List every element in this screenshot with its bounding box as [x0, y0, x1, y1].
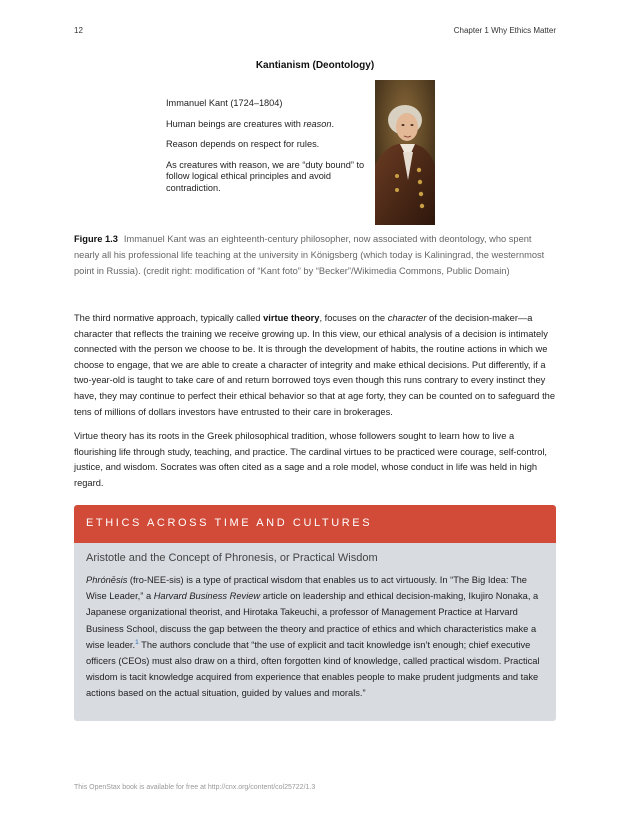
figure-label: Figure 1.3: [74, 234, 118, 244]
figure-line-rules: Reason depends on respect for rules.: [166, 139, 320, 149]
feature-banner: [74, 505, 556, 543]
feature-part: The authors conclude that “the use of explicit and tacit knowledge isn’t enough; chief executive officers (CEOs) must also draw on a third, often forgotten kind of knowledge, called practical wisdom. Practical wisdom is tacit knowledge acquired from experience that enables people to make prudent judgments and take actions based on the actual situation, guided by values and morals.”: [86, 639, 540, 699]
figure-line-name: Immanuel Kant (1724–1804): [166, 98, 283, 108]
virtue-theory-term: virtue theory: [263, 313, 320, 323]
page-footer: This OpenStax book is available for free at http://cnx.org/content/col25722/1.3: [74, 784, 316, 791]
feature-banner-text: ETHICS ACROSS TIME AND CULTURES: [86, 517, 373, 529]
footnote-link[interactable]: 1: [135, 638, 139, 646]
figure-line-reason-text: Human beings are creatures with: [166, 118, 301, 129]
hbr-title: Harvard Business Review: [153, 591, 261, 602]
p1-part: , focuses on the: [319, 313, 388, 323]
figure-caption: [74, 231, 558, 279]
p1-part: The third normative approach, typically called: [74, 313, 264, 323]
figure-line-duty: As creatures with reason, we are “duty bound” to follow logical ethical principles and avoid contradiction.: [166, 159, 365, 193]
p1-part: of the decision-maker—a character that reflects the training we receive growing up. In this view, our ethical analysis of a decision is intimately connected with the person we choose to be. It is through the development of habits, the routine actions in which we choose to engage, that we are able to create a character of integrity and make ethical decisions. Put differently, if a two-year-old is taught to take care of and return borrowed toys even though this runs contrary to every instinct they have, they may continue to perfect their ethical behavior so that at age forty, they can be counted on to safeguard the tens of millions of dollars investors have entrusted to their care in brokerages.: [74, 313, 555, 417]
feature-part: article on leadership and ethical decision-making, Ikujiro Nonaka, a Japanese organizational theorist, and Hirotaka Takeuchi, a professor of Management Practice at Harvard Business School, discuss the gap between the theory and practice of ethics and which characteristics make a wise leader.: [86, 591, 539, 650]
running-header: Chapter 1 Why Ethics Matter: [453, 26, 556, 35]
feature-part: (fro-NEE-sis) is a type of practical wisdom that enables us to act virtuously. In “The Big Idea: The Wise Leader,” a: [86, 575, 527, 602]
paragraph-virtue-theory: [74, 311, 558, 420]
feature-title: Aristotle and the Concept of Phronesis, or Practical Wisdom: [86, 552, 378, 564]
paragraph-greek-roots: Virtue theory has its roots in the Greek philosophical tradition, whose followers sought to learn how to live a flourishing life through study, teaching, and practice. The cardinal virtues to be practiced were courage, self-control, justice, and wisdom. Socrates was often cited as a sage and a role model, whose conduct in life was held in high regard.: [74, 431, 548, 488]
figure-caption-text: Immanuel Kant was an eighteenth-century philosopher, now associated with deontology, who spent nearly all his professional life teaching at the university in Königsberg (which today is Kaliningrad, the westernmost point in Russia). (credit right: modification of “Kant foto” by “Becker”/Wikimedia Commons, Public Domain): [74, 234, 545, 276]
figure-line-reason-em: reason: [303, 118, 332, 129]
figure-title: Kantianism (Deontology): [255, 60, 375, 71]
feature-box: [74, 505, 556, 721]
character-term: character: [387, 313, 427, 323]
figure-line-reason-end: .: [331, 118, 335, 129]
feature-body: [86, 572, 548, 702]
kant-portrait: [375, 80, 435, 225]
phronesis-term: Phrónēsis: [86, 575, 128, 585]
page-number: 12: [74, 26, 83, 35]
figure-text: [166, 98, 371, 203]
figure-line-reason: [166, 119, 371, 131]
